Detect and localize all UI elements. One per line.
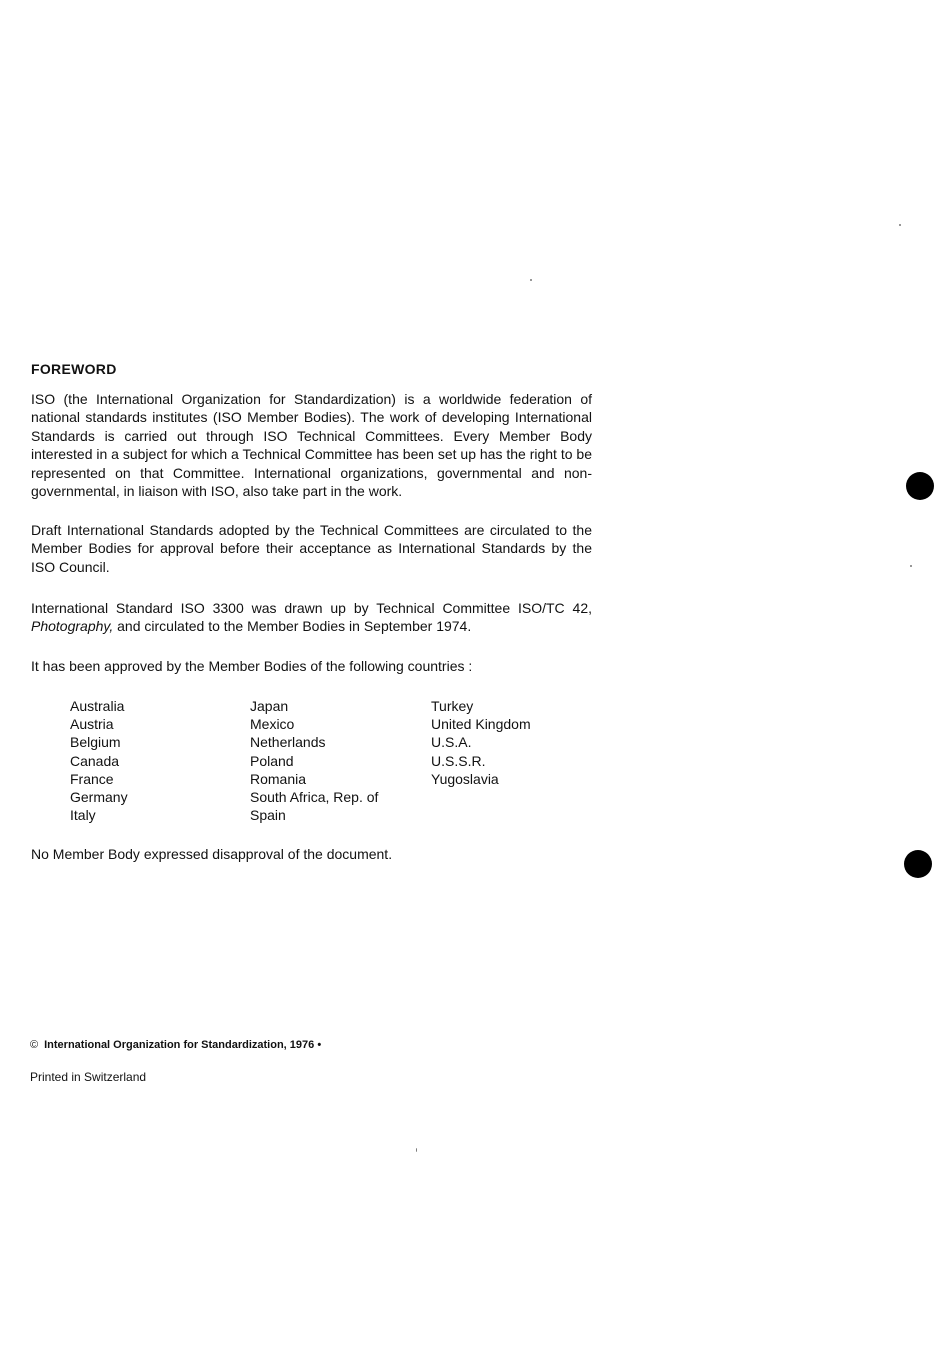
country-item: United Kingdom xyxy=(431,716,531,733)
country-column-1 xyxy=(70,697,128,824)
country-item: Japan xyxy=(250,698,289,714)
country-item: Australia xyxy=(70,698,125,714)
country-item: Spain xyxy=(250,807,286,824)
country-item: Germany xyxy=(70,788,128,805)
foreword-paragraph-4: It has been approved by the Member Bodies of the following countries : xyxy=(31,658,473,674)
foreword-paragraph-5: No Member Body expressed disapproval of the document. xyxy=(31,846,393,862)
country-item: Italy xyxy=(70,807,96,824)
copyright-line xyxy=(30,1039,321,1051)
country-item: Poland xyxy=(250,752,294,769)
country-item: South Africa, Rep. of xyxy=(250,788,379,805)
paragraph-3-title: Photography, xyxy=(31,618,114,635)
scan-speck xyxy=(899,224,901,226)
foreword-paragraph-3 xyxy=(31,599,592,636)
paragraph-3-before: International Standard ISO 3300 was drawn up by Technical Committee ISO/TC 42, xyxy=(31,600,592,616)
country-item: Mexico xyxy=(250,716,295,733)
scan-speck xyxy=(416,1148,417,1152)
copyright-text: International Organization for Standardization, 1976 • xyxy=(44,1039,322,1051)
country-item: Romania xyxy=(250,770,307,787)
country-item: France xyxy=(70,770,114,787)
country-item: Canada xyxy=(70,752,120,769)
country-item: Turkey xyxy=(431,698,474,714)
paragraph-3-after: and circulated to the Member Bodies in September 1974. xyxy=(113,618,472,635)
country-item: U.S.A. xyxy=(431,734,472,751)
scan-speck xyxy=(530,279,532,281)
copyright-symbol: © xyxy=(30,1039,39,1051)
foreword-paragraph-2: Draft International Standards adopted by the Technical Committees are circulated to the Member Bodies for approval before their acceptance as International Standards by the ISO Council. xyxy=(31,522,592,575)
foreword-paragraph-1: ISO (the International Organization for Standardization) is a worldwide federation of national standards institutes (ISO Member Bodies). The work of developing International Standards is carried out through ISO Technical Committees. Every Member Body interested in a subject for which a Technical Committee has been set up has the right to be represented on that Committee. International organizations, governmental and non-governmental, in liaison with ISO, also take part in the work. xyxy=(31,391,592,500)
punch-hole-icon xyxy=(904,850,932,878)
country-item: Yugoslavia xyxy=(431,770,499,787)
country-item: Austria xyxy=(70,716,114,733)
foreword-heading: FOREWORD xyxy=(31,361,117,377)
country-item: U.S.S.R. xyxy=(431,752,486,769)
scan-speck xyxy=(910,565,912,567)
country-column-2 xyxy=(250,697,378,824)
punch-hole-icon xyxy=(906,472,934,500)
country-item: Belgium xyxy=(70,734,121,751)
printed-in-line: Printed in Switzerland xyxy=(30,1070,147,1084)
country-column-3 xyxy=(431,697,531,788)
country-item: Netherlands xyxy=(250,734,326,751)
